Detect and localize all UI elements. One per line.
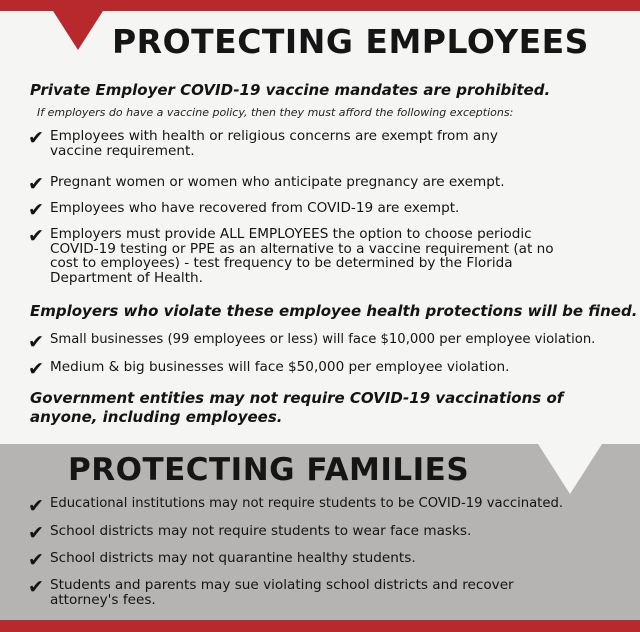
family-text: School districts may not quarantine healthy students. [50, 550, 416, 566]
fines-heading: Employers who violate these employee health protections will be fined. [30, 302, 638, 320]
government-heading: Government entities may not require COVID-19 vaccinations of anyone, including employees. [30, 389, 564, 426]
checkmark-icon: ✔ [28, 199, 44, 221]
fine-text: Small businesses (99 employees or less) will face $10,000 per employee violation. [50, 332, 596, 347]
family-item [28, 551, 638, 570]
fine-text: Medium & big businesses will face $50,000 per employee violation. [50, 359, 510, 375]
fine-item [28, 360, 638, 379]
family-text: Educational institutions may not require students to be COVID-19 vaccinated. [50, 496, 564, 511]
family-item [28, 497, 638, 516]
employees-title: PROTECTING EMPLOYEES [112, 22, 589, 61]
mandate-heading: Private Employer COVID-19 vaccine mandates are prohibited. [30, 81, 551, 99]
checkmark-icon: ✔ [28, 522, 44, 544]
family-item [28, 524, 638, 543]
families-title: PROTECTING FAMILIES [68, 452, 470, 488]
exceptions-intro: If employers do have a vaccine policy, then they must afford the following exceptions: [37, 106, 514, 119]
family-text: Students and parents may sue violating school districts and recover attorney's fees. [50, 577, 514, 608]
exception-item [28, 201, 638, 220]
exception-item [28, 175, 638, 194]
exception-text: Employers must provide ALL EMPLOYEES the option to choose periodic COVID-19 testing or PPE as an alternative to a vaccine requirement (at no cost to employees) - test frequency to be determined by the Florida Department of Health. [50, 226, 554, 286]
checkmark-icon: ✔ [28, 173, 44, 195]
checkmark-icon: ✔ [28, 576, 44, 598]
checkmark-icon: ✔ [28, 127, 44, 149]
exception-item [28, 227, 638, 285]
red-triangle-icon [46, 0, 110, 50]
checkmark-icon: ✔ [28, 358, 44, 380]
checkmark-icon: ✔ [28, 225, 44, 247]
family-item [28, 578, 638, 607]
checkmark-icon: ✔ [28, 495, 44, 517]
family-text: School districts may not require students to wear face masks. [50, 523, 472, 539]
fine-item [28, 333, 638, 352]
bottom-red-bar [0, 620, 640, 632]
exception-text: Pregnant women or women who anticipate pregnancy are exempt. [50, 174, 505, 190]
checkmark-icon: ✔ [28, 331, 44, 353]
exception-item [28, 129, 638, 158]
checkmark-icon: ✔ [28, 549, 44, 571]
exception-text: Employees who have recovered from COVID-19 are exempt. [50, 200, 460, 216]
exception-text: Employees with health or religious concerns are exempt from any vaccine requirement. [50, 128, 498, 159]
